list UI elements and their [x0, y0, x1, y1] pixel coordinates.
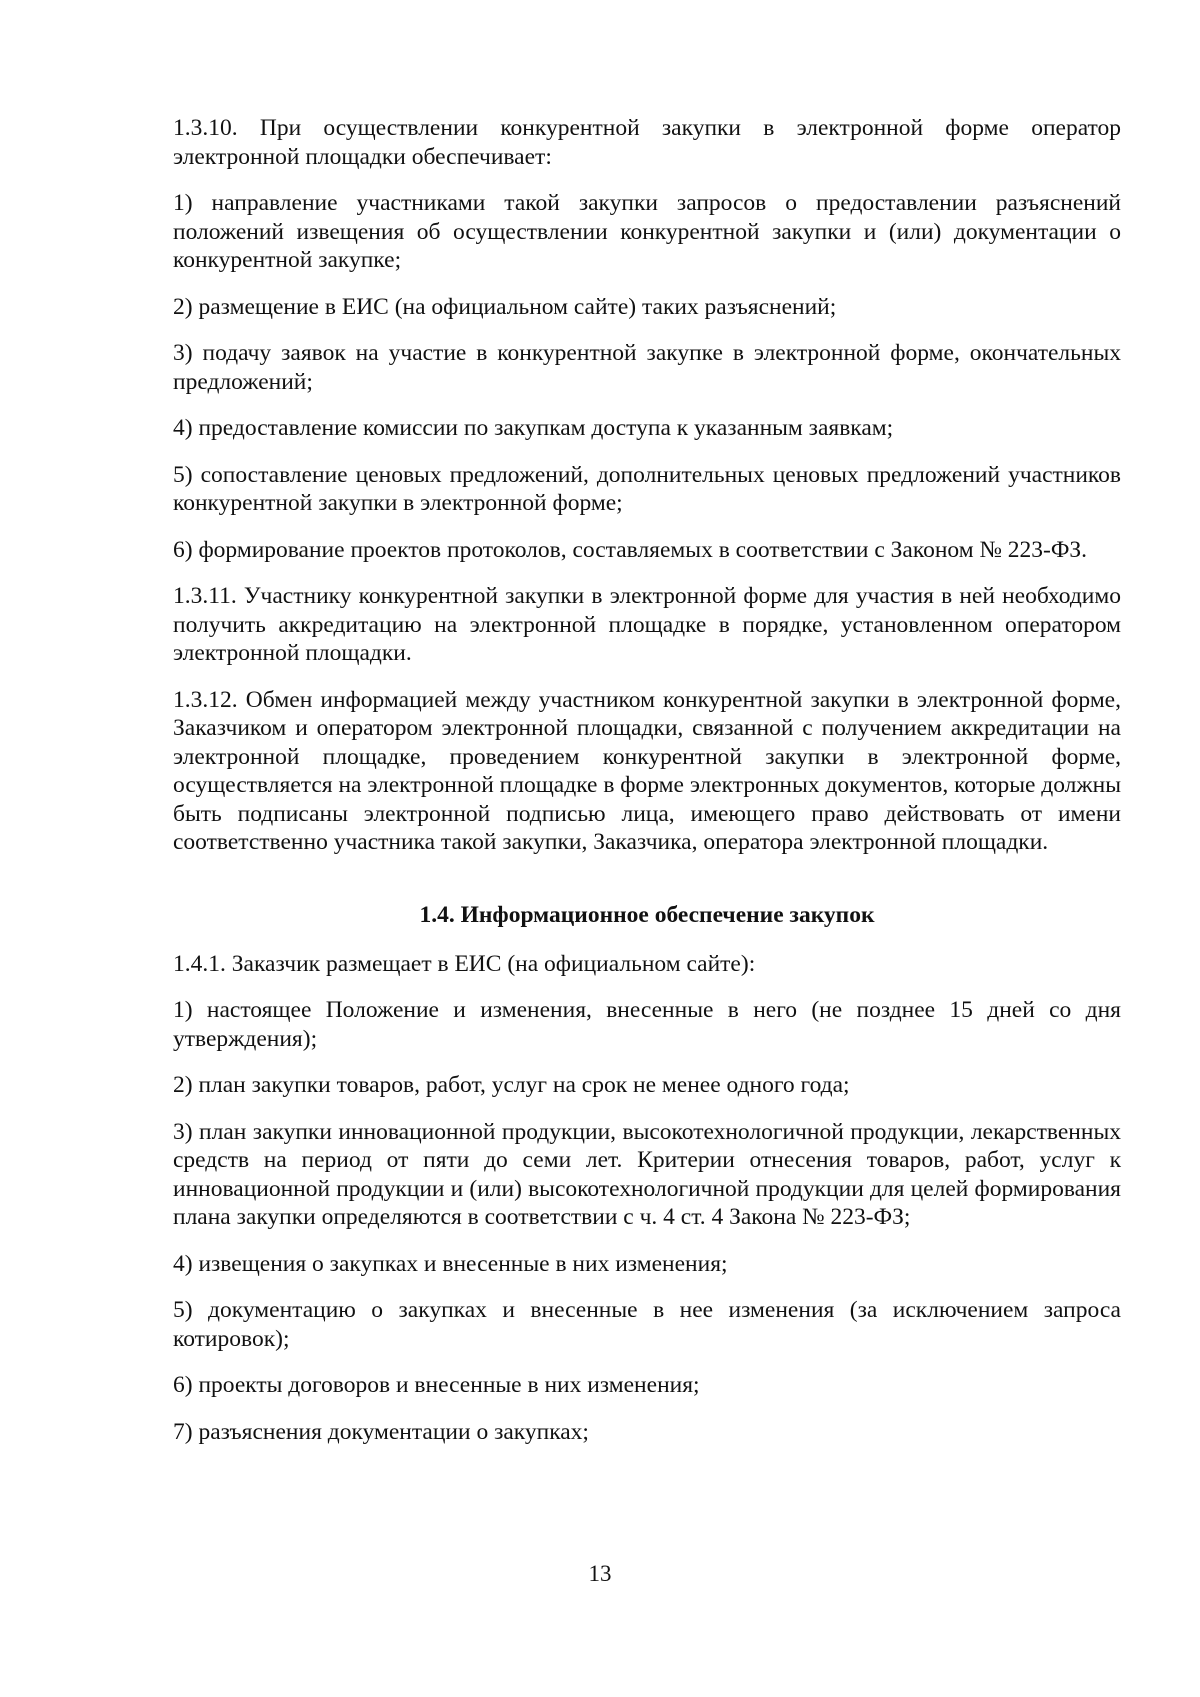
list-item-4: 4) предоставление комиссии по закупкам доступа к указанным заявкам;	[173, 415, 894, 441]
list-item-1: 1) направление участниками такой закупки запросов о предоставлении разъяснений положений извещения об осуществлении конкурентной закупки и (или) документации о конкурентной закупке;	[173, 190, 1121, 273]
paragraph-1-3-11: 1.3.11. Участнику конкурентной закупки в электронной форме для участия в ней необходимо получить аккредитацию на электронной площадке в порядке, установленном оператором электронной площадки.	[173, 583, 1121, 666]
paragraph-1-3-10: 1.3.10. При осуществлении конкурентной закупки в электронной форме оператор электронной площадки обеспечивает:	[173, 115, 1121, 170]
list-item-3: 3) план закупки инновационной продукции, высокотехнологичной продукции, лекарственных средств на период от пяти до семи лет. Критерии отнесения товаров, работ, услуг к инновационной продукции и (или) высокотехнологичной продукции для целей формирования плана закупки определяются в соответствии с ч. 4 ст. 4 Закона № 223-ФЗ;	[173, 1118, 1121, 1230]
list-item-5: 5) документацию о закупках и внесенные в нее изменения (за исключением запроса котировок);	[173, 1297, 1121, 1352]
list-item-4: 4) извещения о закупках и внесенные в них изменения;	[173, 1250, 728, 1277]
paragraph-1-4-1: 1.4.1. Заказчик размещает в ЕИС (на официальном сайте):	[173, 950, 756, 977]
list-item-2: 2) размещение в ЕИС (на официальном сайте) таких разъяснений;	[173, 293, 837, 320]
page-number: 13	[588, 1561, 612, 1586]
list-item-1: 1) настоящее Положение и изменения, внесенные в него (не позднее 15 дней со дня утверждения);	[173, 997, 1121, 1052]
list-item-6: 6) проекты договоров и внесенные в них изменения;	[173, 1372, 700, 1398]
section-heading: 1.4. Информационное обеспечение закупок	[419, 901, 875, 928]
list-item-2: 2) план закупки товаров, работ, услуг на срок не менее одного года;	[173, 1072, 850, 1098]
list-item-6: 6) формирование проектов протоколов, составляемых в соответствии с Законом № 223-ФЗ.	[173, 536, 1088, 563]
list-item-5: 5) сопоставление ценовых предложений, дополнительных ценовых предложений участников конкурентной закупки в электронной форме;	[173, 461, 1121, 516]
document-page	[173, 114, 1121, 1464]
paragraph-1-3-12: 1.3.12. Обмен информацией между участником конкурентной закупки в электронной форме, Заказчиком и оператором электронной площадки, связанной с получением аккредитации на электронной площадке, проведением конкурентной закупки в электронной форме, осуществляется на электронной площадке в форме электронных документов, которые должны быть подписаны электронной подписью лица, имеющего право действовать от имени соответственно участника такой закупки, Заказчика, оператора электронной площадки.	[173, 686, 1122, 855]
list-item-3: 3) подачу заявок на участие в конкурентной закупке в электронной форме, окончательных предложений;	[173, 340, 1121, 395]
list-item-7: 7) разъяснения документации о закупках;	[173, 1418, 589, 1445]
